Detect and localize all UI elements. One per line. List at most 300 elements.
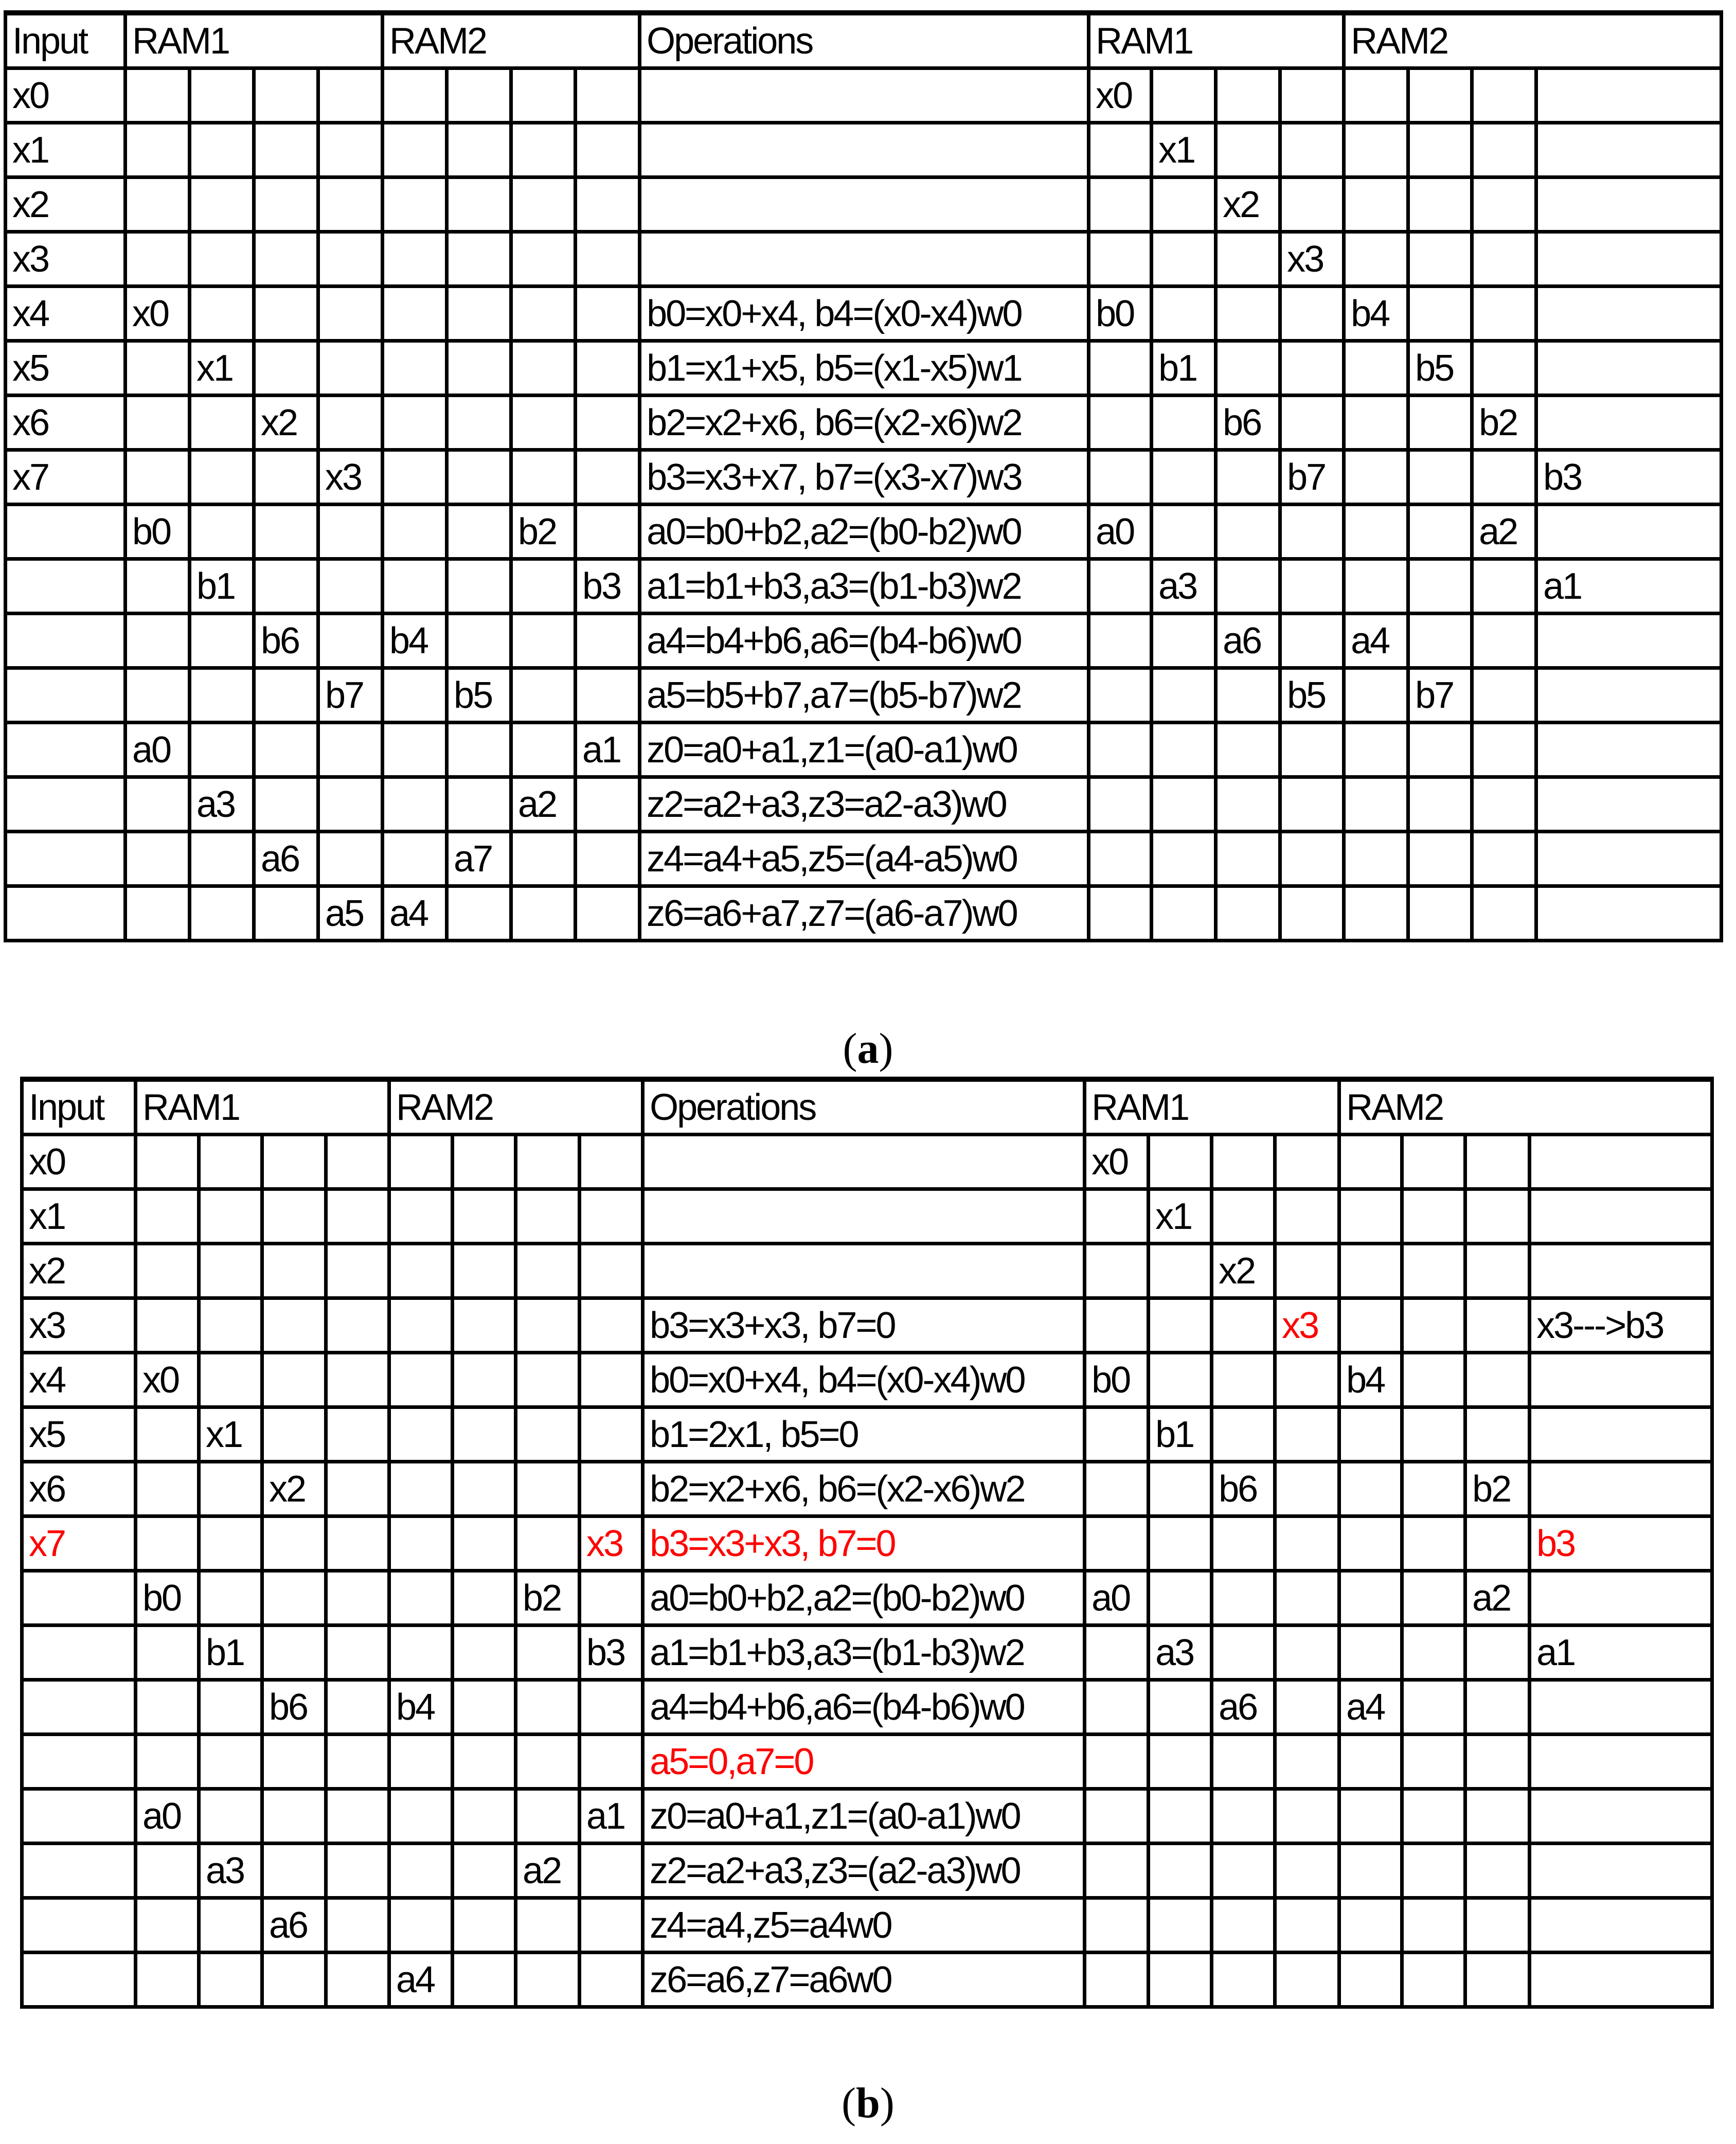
ram1-in-cell — [254, 232, 318, 287]
ram2-out-cell — [1339, 1516, 1402, 1571]
ram2-out-cell — [1465, 1298, 1530, 1353]
ram2-out-cell — [1344, 559, 1408, 614]
ram2-in-cell — [576, 232, 640, 287]
ram1-in-cell: b7 — [318, 668, 383, 723]
ram2-in-cell — [383, 505, 447, 559]
table-row — [22, 1462, 1712, 1516]
ram1-in-cell — [262, 1735, 326, 1789]
ram1-out-cell — [1152, 232, 1216, 287]
ram1-in-cell — [326, 1735, 389, 1789]
ram2-in-cell — [580, 1898, 643, 1953]
ram2-in-cell — [383, 668, 447, 723]
ram1-out-cell — [1212, 1135, 1275, 1189]
ram1-out-cell — [1089, 777, 1152, 832]
ram2-in-cell — [516, 1135, 580, 1189]
ram1-in-cell: b0 — [136, 1571, 199, 1625]
ram2-in-cell — [576, 777, 640, 832]
ram1-out-cell — [1152, 396, 1216, 450]
input-cell: x6 — [6, 396, 126, 450]
ram2-in-cell — [580, 1953, 643, 2007]
input-cell — [22, 1735, 136, 1789]
ram2-out-cell — [1339, 1462, 1402, 1516]
ram1-in-cell — [126, 396, 190, 450]
ram1-out-cell — [1089, 341, 1152, 396]
input-cell: x7 — [22, 1516, 136, 1571]
ram2-out-cell — [1408, 232, 1472, 287]
ram1-out-cell — [1216, 505, 1280, 559]
operation-cell: z6=a6+a7,z7=(a6-a7)w0 — [640, 886, 1089, 941]
operation-cell: b2=x2+x6, b6=(x2-x6)w2 — [643, 1462, 1085, 1516]
operation-cell: z2=a2+a3,z3=(a2-a3)w0 — [643, 1844, 1085, 1898]
ram1-out-cell — [1085, 1189, 1149, 1244]
ram2-in-cell — [453, 1789, 516, 1844]
ram1-out-cell — [1152, 668, 1216, 723]
ram1-in-cell — [318, 396, 383, 450]
ram1-out-cell — [1275, 1953, 1339, 2007]
ram2-out-cell — [1536, 777, 1722, 832]
ram1-in-cell: a0 — [136, 1789, 199, 1844]
ram2-out-cell — [1536, 723, 1722, 777]
ram2-out-cell — [1344, 396, 1408, 450]
ram2-out-cell — [1408, 396, 1472, 450]
ram2-out-cell — [1344, 341, 1408, 396]
ram2-out-cell — [1402, 1189, 1465, 1244]
ram2-out-cell — [1465, 1898, 1530, 1953]
ram1-out-cell — [1280, 777, 1344, 832]
ram2-in-cell — [389, 1353, 453, 1407]
ram2-out-cell: b2 — [1472, 396, 1536, 450]
ram1-out-cell: b6 — [1212, 1462, 1275, 1516]
ram2-in-cell — [576, 505, 640, 559]
input-cell: x3 — [6, 232, 126, 287]
ram2-out-cell — [1536, 886, 1722, 941]
input-cell: x3 — [22, 1298, 136, 1353]
ram1-out-cell: x0 — [1085, 1135, 1149, 1189]
ram1-in-cell — [318, 68, 383, 123]
ram2-in-cell — [511, 614, 576, 668]
ram1-out-cell — [1280, 287, 1344, 341]
ram1-out-cell — [1152, 832, 1216, 886]
ram1-out-cell — [1085, 1844, 1149, 1898]
ram2-in-cell — [516, 1735, 580, 1789]
ram1-in-cell — [136, 1735, 199, 1789]
ram1-out-cell — [1275, 1462, 1339, 1516]
input-cell — [22, 1844, 136, 1898]
ram2-in-cell — [516, 1407, 580, 1462]
ram1-out-cell — [1275, 1407, 1339, 1462]
ram2-out-cell: b3 — [1536, 450, 1722, 505]
ram1-out-cell: a3 — [1152, 559, 1216, 614]
ram2-out-cell — [1465, 1789, 1530, 1844]
header-operations: Operations — [643, 1079, 1085, 1135]
ram2-in-cell — [580, 1244, 643, 1298]
ram1-in-cell — [190, 232, 254, 287]
input-cell: x4 — [6, 287, 126, 341]
table-row — [22, 1789, 1712, 1844]
ram2-in-cell — [383, 68, 447, 123]
ram2-out-cell — [1402, 1735, 1465, 1789]
ram2-in-cell — [511, 341, 576, 396]
input-cell: x1 — [6, 123, 126, 177]
ram1-out-cell — [1275, 1844, 1339, 1898]
ram2-in-cell — [453, 1189, 516, 1244]
ram2-in-cell — [580, 1189, 643, 1244]
ram1-in-cell — [262, 1135, 326, 1189]
ram2-in-cell — [389, 1735, 453, 1789]
ram2-in-cell — [516, 1789, 580, 1844]
ram2-in-cell — [389, 1462, 453, 1516]
table-row — [6, 232, 1722, 287]
input-cell: x2 — [22, 1244, 136, 1298]
input-cell — [22, 1680, 136, 1735]
ram2-in-cell: a2 — [511, 777, 576, 832]
ram2-in-cell — [516, 1244, 580, 1298]
ram1-out-cell — [1149, 1680, 1212, 1735]
ram1-out-cell — [1280, 886, 1344, 941]
ram1-out-cell: b0 — [1085, 1353, 1149, 1407]
header-ram2-in: RAM2 — [383, 13, 640, 68]
ram1-in-cell — [136, 1625, 199, 1680]
ram2-out-cell — [1472, 450, 1536, 505]
ram2-in-cell — [580, 1298, 643, 1353]
ram2-in-cell — [511, 559, 576, 614]
ram2-out-cell: b4 — [1344, 287, 1408, 341]
ram1-in-cell — [199, 1516, 262, 1571]
ram2-in-cell — [516, 1189, 580, 1244]
ram2-in-cell — [511, 287, 576, 341]
operation-cell: z4=a4+a5,z5=(a4-a5)w0 — [640, 832, 1089, 886]
ram1-out-cell: x3 — [1275, 1298, 1339, 1353]
table-row — [6, 505, 1722, 559]
ram1-out-cell — [1212, 1953, 1275, 2007]
ram2-out-cell — [1402, 1625, 1465, 1680]
operation-cell: b0=x0+x4, b4=(x0-x4)w0 — [643, 1353, 1085, 1407]
ram1-in-cell: x0 — [126, 287, 190, 341]
ram2-out-cell: x3--->b3 — [1530, 1298, 1712, 1353]
ram1-in-cell — [262, 1625, 326, 1680]
ram2-in-cell — [447, 723, 511, 777]
ram1-in-cell — [318, 341, 383, 396]
ram2-in-cell: b3 — [576, 559, 640, 614]
ram2-out-cell — [1536, 614, 1722, 668]
ram1-out-cell — [1275, 1244, 1339, 1298]
ram1-out-cell — [1216, 832, 1280, 886]
ram1-in-cell — [199, 1735, 262, 1789]
ram1-out-cell — [1216, 232, 1280, 287]
ram2-out-cell — [1408, 886, 1472, 941]
ram1-out-cell — [1280, 177, 1344, 232]
input-cell — [22, 1625, 136, 1680]
ram2-out-cell — [1402, 1407, 1465, 1462]
ram1-in-cell — [326, 1625, 389, 1680]
operation-cell: a0=b0+b2,a2=(b0-b2)w0 — [643, 1571, 1085, 1625]
ram2-in-cell: a7 — [447, 832, 511, 886]
table-row — [6, 886, 1722, 941]
ram1-out-cell — [1212, 1625, 1275, 1680]
ram2-in-cell — [453, 1953, 516, 2007]
ram1-out-cell — [1089, 886, 1152, 941]
ram1-out-cell — [1275, 1516, 1339, 1571]
ram1-in-cell — [254, 177, 318, 232]
ram2-out-cell — [1465, 1953, 1530, 2007]
ram2-in-cell — [447, 123, 511, 177]
ram1-in-cell — [190, 177, 254, 232]
ram2-out-cell: b5 — [1408, 341, 1472, 396]
ram2-in-cell: a1 — [576, 723, 640, 777]
ram2-out-cell — [1465, 1189, 1530, 1244]
ram2-in-cell: a2 — [516, 1844, 580, 1898]
header-ram2-out: RAM2 — [1339, 1079, 1712, 1135]
ram1-out-cell — [1216, 68, 1280, 123]
ram2-in-cell — [511, 232, 576, 287]
ram2-out-cell — [1408, 559, 1472, 614]
ram1-in-cell: a6 — [262, 1898, 326, 1953]
ram1-out-cell — [1212, 1571, 1275, 1625]
ram1-out-cell — [1216, 450, 1280, 505]
ram1-out-cell — [1085, 1298, 1149, 1353]
ram2-in-cell — [389, 1571, 453, 1625]
table-a — [4, 10, 1723, 942]
ram1-in-cell — [318, 123, 383, 177]
ram2-in-cell — [516, 1353, 580, 1407]
ram1-in-cell — [326, 1407, 389, 1462]
ram2-in-cell — [389, 1189, 453, 1244]
ram1-in-cell — [199, 1353, 262, 1407]
ram2-in-cell — [383, 396, 447, 450]
table-row — [22, 1353, 1712, 1407]
ram1-out-cell — [1280, 832, 1344, 886]
ram2-out-cell — [1339, 1135, 1402, 1189]
ram1-in-cell — [190, 287, 254, 341]
ram1-in-cell — [190, 668, 254, 723]
ram1-in-cell — [326, 1135, 389, 1189]
ram2-out-cell — [1344, 777, 1408, 832]
caption-b-label: b — [856, 2079, 880, 2127]
ram2-out-cell — [1530, 1189, 1712, 1244]
ram1-out-cell: b0 — [1089, 287, 1152, 341]
ram1-out-cell — [1149, 1298, 1212, 1353]
operation-cell: b3=x3+x3, b7=0 — [643, 1516, 1085, 1571]
ram1-in-cell — [254, 68, 318, 123]
ram2-in-cell — [453, 1735, 516, 1789]
table-row — [6, 341, 1722, 396]
ram1-in-cell: x2 — [254, 396, 318, 450]
ram2-in-cell — [576, 668, 640, 723]
ram1-out-cell — [1085, 1244, 1149, 1298]
ram1-in-cell — [262, 1244, 326, 1298]
ram2-out-cell — [1402, 1844, 1465, 1898]
ram2-out-cell — [1408, 777, 1472, 832]
ram1-in-cell — [126, 341, 190, 396]
ram2-out-cell — [1530, 1898, 1712, 1953]
operation-cell: a4=b4+b6,a6=(b4-b6)w0 — [640, 614, 1089, 668]
ram1-in-cell — [136, 1953, 199, 2007]
ram2-out-cell — [1530, 1735, 1712, 1789]
ram2-out-cell — [1472, 341, 1536, 396]
ram2-in-cell — [389, 1844, 453, 1898]
ram2-in-cell — [453, 1516, 516, 1571]
ram2-in-cell — [516, 1516, 580, 1571]
table-row — [6, 723, 1722, 777]
ram2-in-cell: a4 — [383, 886, 447, 941]
ram1-in-cell — [318, 232, 383, 287]
operation-cell: z6=a6,z7=a6w0 — [643, 1953, 1085, 2007]
ram1-in-cell — [254, 287, 318, 341]
ram1-out-cell: a0 — [1085, 1571, 1149, 1625]
caption-a-label: a — [857, 1025, 879, 1073]
ram1-in-cell — [262, 1353, 326, 1407]
ram1-out-cell — [1152, 614, 1216, 668]
ram2-in-cell — [447, 559, 511, 614]
ram2-in-cell — [453, 1844, 516, 1898]
ram1-in-cell — [199, 1898, 262, 1953]
table-row — [6, 396, 1722, 450]
ram2-out-cell — [1408, 505, 1472, 559]
ram1-in-cell — [318, 287, 383, 341]
ram1-in-cell — [318, 614, 383, 668]
operation-cell: b1=x1+x5, b5=(x1-x5)w1 — [640, 341, 1089, 396]
ram2-out-cell — [1339, 1789, 1402, 1844]
ram1-out-cell — [1275, 1571, 1339, 1625]
ram2-out-cell: a4 — [1339, 1680, 1402, 1735]
input-cell — [6, 614, 126, 668]
ram2-in-cell — [511, 832, 576, 886]
ram2-out-cell — [1465, 1680, 1530, 1735]
ram2-in-cell — [511, 723, 576, 777]
ram1-out-cell — [1275, 1789, 1339, 1844]
ram2-out-cell — [1402, 1135, 1465, 1189]
header-ram2-out: RAM2 — [1344, 13, 1722, 68]
ram2-in-cell — [383, 832, 447, 886]
ram2-out-cell — [1402, 1462, 1465, 1516]
ram2-in-cell — [383, 177, 447, 232]
operation-cell: b1=2x1, b5=0 — [643, 1407, 1085, 1462]
ram2-in-cell — [447, 450, 511, 505]
ram1-out-cell — [1212, 1844, 1275, 1898]
ram2-out-cell — [1408, 450, 1472, 505]
ram1-in-cell — [199, 1244, 262, 1298]
ram1-in-cell — [262, 1189, 326, 1244]
ram1-out-cell — [1089, 668, 1152, 723]
operation-cell: b0=x0+x4, b4=(x0-x4)w0 — [640, 287, 1089, 341]
ram1-out-cell — [1216, 287, 1280, 341]
ram1-out-cell — [1212, 1298, 1275, 1353]
ram2-in-cell — [453, 1298, 516, 1353]
operation-cell — [640, 177, 1089, 232]
ram2-out-cell — [1408, 723, 1472, 777]
ram2-in-cell — [516, 1625, 580, 1680]
ram1-out-cell: x1 — [1152, 123, 1216, 177]
table-row — [6, 559, 1722, 614]
ram2-in-cell — [453, 1625, 516, 1680]
ram1-out-cell — [1216, 668, 1280, 723]
ram1-in-cell — [254, 886, 318, 941]
ram1-out-cell — [1275, 1898, 1339, 1953]
operation-cell: a5=b5+b7,a7=(b5-b7)w2 — [640, 668, 1089, 723]
ram1-out-cell — [1275, 1625, 1339, 1680]
ram1-in-cell — [326, 1353, 389, 1407]
ram2-out-cell — [1472, 287, 1536, 341]
operation-cell: b3=x3+x3, b7=0 — [643, 1298, 1085, 1353]
ram2-out-cell — [1472, 68, 1536, 123]
input-cell: x0 — [6, 68, 126, 123]
ram1-in-cell — [254, 341, 318, 396]
ram2-out-cell — [1472, 177, 1536, 232]
ram1-out-cell — [1149, 1244, 1212, 1298]
ram2-out-cell — [1344, 232, 1408, 287]
ram2-in-cell: b2 — [516, 1571, 580, 1625]
ram1-in-cell — [262, 1953, 326, 2007]
operation-cell: z2=a2+a3,z3=a2-a3)w0 — [640, 777, 1089, 832]
ram2-in-cell — [453, 1353, 516, 1407]
ram2-in-cell — [511, 450, 576, 505]
ram1-in-cell — [126, 123, 190, 177]
input-cell — [22, 1898, 136, 1953]
ram2-out-cell — [1465, 1353, 1530, 1407]
ram2-out-cell — [1536, 505, 1722, 559]
operation-cell: z0=a0+a1,z1=(a0-a1)w0 — [643, 1789, 1085, 1844]
input-cell — [22, 1789, 136, 1844]
input-cell: x5 — [6, 341, 126, 396]
ram1-in-cell: b6 — [254, 614, 318, 668]
ram1-out-cell: x2 — [1216, 177, 1280, 232]
ram1-in-cell — [136, 1844, 199, 1898]
ram2-in-cell: b2 — [511, 505, 576, 559]
ram1-in-cell — [190, 832, 254, 886]
ram1-out-cell — [1280, 396, 1344, 450]
ram1-out-cell — [1152, 886, 1216, 941]
ram1-in-cell — [190, 614, 254, 668]
ram1-out-cell — [1280, 614, 1344, 668]
ram2-out-cell — [1536, 341, 1722, 396]
ram2-out-cell — [1536, 123, 1722, 177]
header-input: Input — [22, 1079, 136, 1135]
table-row — [6, 68, 1722, 123]
ram2-out-cell — [1339, 1625, 1402, 1680]
ram2-in-cell — [453, 1680, 516, 1735]
ram2-out-cell — [1339, 1189, 1402, 1244]
ram1-in-cell — [126, 232, 190, 287]
caption-b: (b) — [842, 2079, 894, 2127]
ram1-out-cell — [1275, 1189, 1339, 1244]
ram2-out-cell — [1344, 832, 1408, 886]
input-cell — [6, 723, 126, 777]
header-ram1-in: RAM1 — [126, 13, 383, 68]
input-cell: x4 — [22, 1353, 136, 1407]
ram1-in-cell — [326, 1844, 389, 1898]
ram2-out-cell — [1472, 723, 1536, 777]
header-row — [6, 13, 1722, 68]
header-ram2-in: RAM2 — [389, 1079, 643, 1135]
ram2-in-cell — [447, 396, 511, 450]
ram1-out-cell — [1152, 505, 1216, 559]
ram1-out-cell: x2 — [1212, 1244, 1275, 1298]
ram1-out-cell — [1089, 614, 1152, 668]
ram2-out-cell — [1402, 1516, 1465, 1571]
ram2-out-cell — [1339, 1571, 1402, 1625]
ram2-in-cell — [383, 341, 447, 396]
ram1-out-cell — [1212, 1789, 1275, 1844]
ram2-in-cell: a4 — [389, 1953, 453, 2007]
ram1-out-cell — [1280, 341, 1344, 396]
ram1-out-cell — [1275, 1735, 1339, 1789]
ram2-in-cell — [447, 177, 511, 232]
ram1-out-cell — [1089, 559, 1152, 614]
input-cell: x0 — [22, 1135, 136, 1189]
input-cell — [22, 1571, 136, 1625]
ram2-in-cell — [580, 1353, 643, 1407]
ram2-out-cell — [1402, 1353, 1465, 1407]
